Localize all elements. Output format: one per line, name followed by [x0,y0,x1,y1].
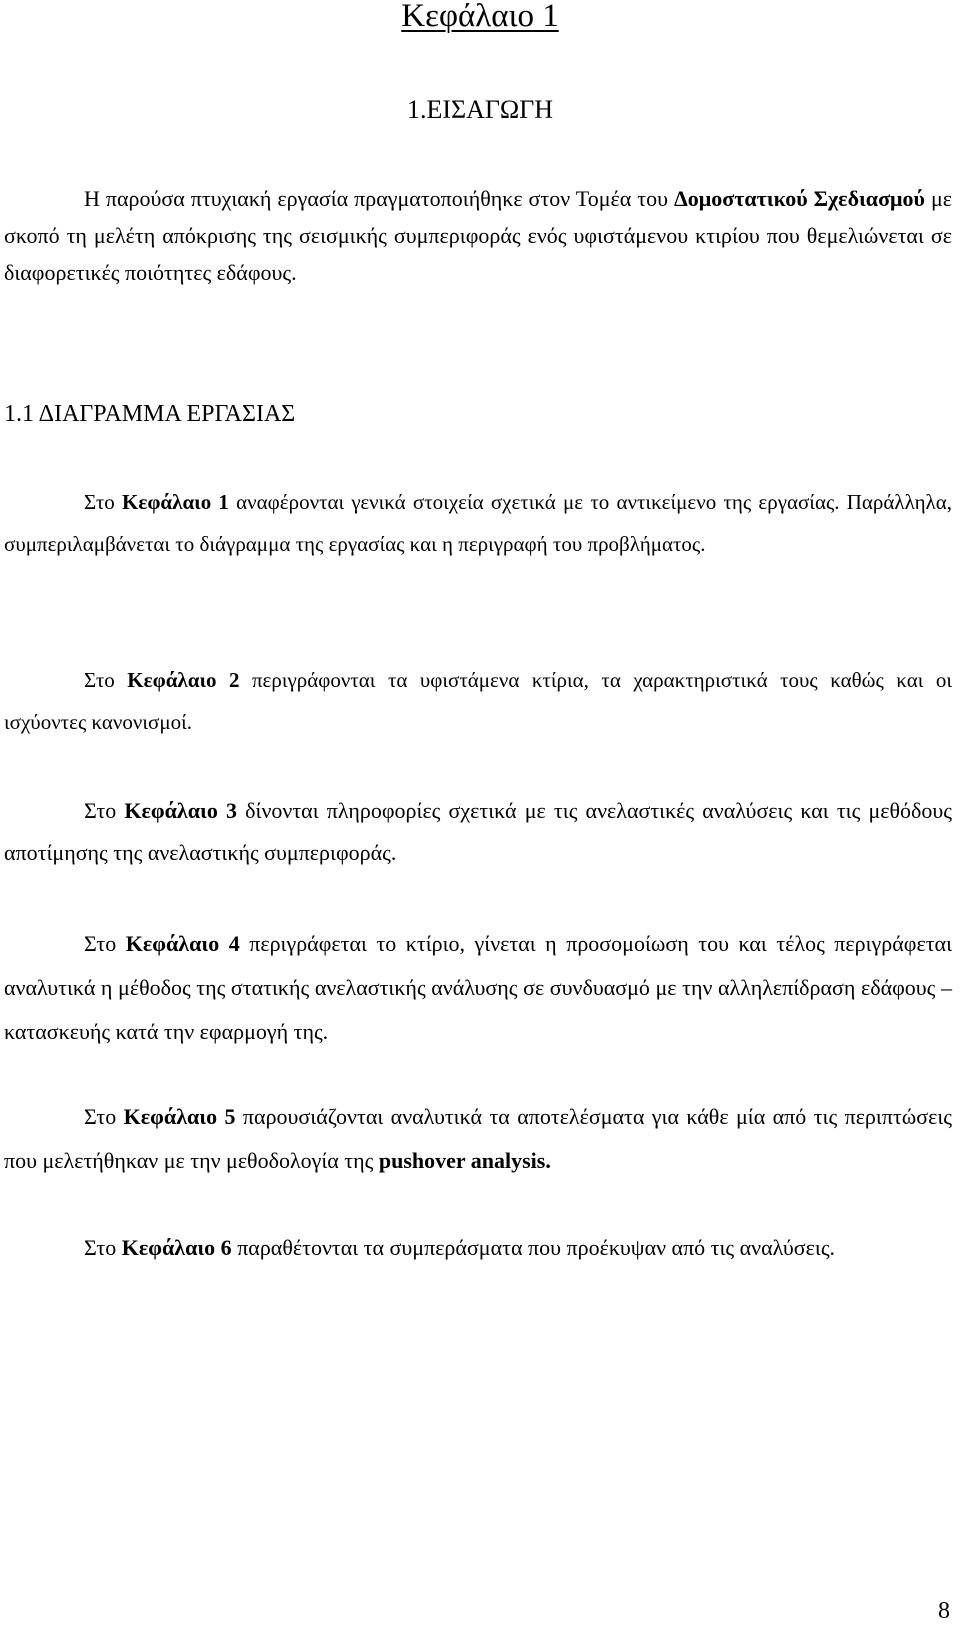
paragraph-text: αναφέρονται γενικά στοιχεία σχετικά με το αντικείμενο της εργασίας. Παράλληλα, συμπεριλαμβάνεται το διάγραμμα της εργασίας και η περιγραφή του προβλήματος. [4,490,952,556]
chapter-ref-bold: Κεφάλαιο 4 [125,931,240,956]
method-name-bold: pushover analysis. [378,1148,551,1173]
paragraph-text: Στο [84,490,123,514]
paragraph-chapter-2 [4,659,952,743]
paragraph-text: παραθέτονται τα συμπεράσματα που προέκυψαν από τις αναλύσεις. [231,1235,836,1260]
paragraph-chapter-3 [4,790,952,874]
paragraph-chapter-5 [4,1095,952,1183]
subsection-title: 1.1 ΔΙΑΓΡΑΜΜΑ ΕΡΓΑΣΙΑΣ [4,401,296,427]
chapter-ref-bold: Κεφάλαιο 3 [124,798,237,823]
chapter-ref-bold: Κεφάλαιο 5 [123,1104,236,1129]
paragraph-text: Στο [84,1235,122,1260]
section-title: 1.ΕΙΣΑΓΩΓΗ [406,95,554,124]
chapter-ref-bold: Κεφάλαιο 1 [122,490,229,514]
paragraph-text: Στο [84,931,126,956]
paragraph-chapter-4 [4,922,952,1054]
page-number: 8 [938,1598,950,1624]
paragraph-text: περιγράφονται τα υφιστάμενα κτίρια, τα χαρακτηριστικά τους καθώς και οι ισχύοντες κανονισμοί. [4,668,952,734]
paragraph-chapter-1 [4,481,952,565]
paragraph-text: δίνονται πληροφορίες σχετικά με τις ανελαστικές αναλύσεις και τις μεθόδους αποτίμησης της ανελαστικής συμπεριφοράς. [4,798,952,865]
paragraph-text: Στο [84,1104,124,1129]
paragraph-chapter-6 [4,1226,952,1270]
intro-paragraph [4,180,952,291]
paragraph-text: Στο [84,668,128,692]
paragraph-text: Στο [84,798,125,823]
intro-text-2: με σκοπό τη μελέτη απόκρισης της σεισμικής συμπεριφοράς ενός υφιστάμενου κτιρίου που θεμελιώνεται σε διαφορετικές ποιότητες εδάφους. [4,186,952,285]
paragraph-text: παρουσιάζονται αναλυτικά τα αποτελέσματα για κάθε μία από τις περιπτώσεις που μελετήθηκαν με την μεθοδολογία της [4,1104,952,1173]
chapter-ref-bold: Κεφάλαιο 6 [121,1235,232,1260]
intro-text-1: Η παρούσα πτυχιακή εργασία πραγματοποιήθηκε στον Τομέα του [84,186,675,211]
intro-bold-1: Δομοστατικού Σχεδιασμού [674,186,925,211]
paragraph-text: περιγράφεται το κτίριο, γίνεται η προσομοίωση του και τέλος περιγράφεται αναλυτικά η μέθοδος της στατικής ανελαστικής ανάλυσης σε συνδυασμό με την αλληλεπίδραση εδάφους – κατασκευής κατά την εφαρμογή της. [4,931,952,1044]
chapter-title: Κεφάλαιο 1 [401,0,559,34]
chapter-ref-bold: Κεφάλαιο 2 [127,668,240,692]
